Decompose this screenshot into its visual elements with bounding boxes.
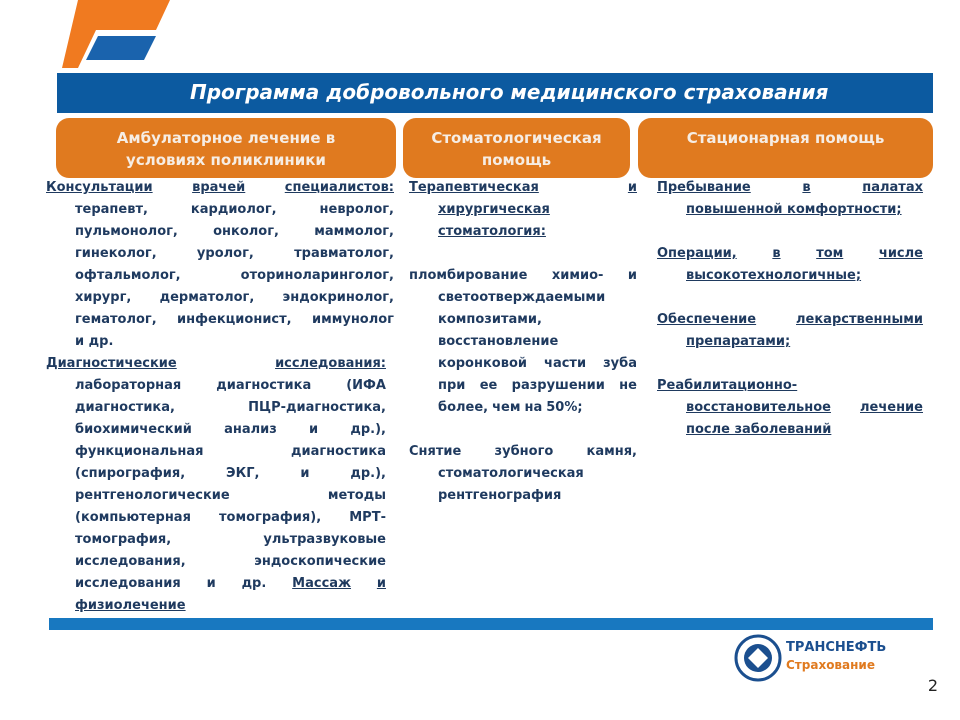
outpatient-services-list: [46, 177, 394, 617]
brand-name: ТРАНСНЕФТЬ: [786, 640, 887, 655]
dental-fillings: пломбирование химио- и: [409, 268, 637, 283]
section-heading-diagnostics: Диагностические исследования:: [46, 356, 386, 371]
dental-heading: Терапевтическая и: [409, 180, 637, 195]
transneft-emblem-icon: [734, 632, 782, 684]
page-number: 2: [927, 676, 938, 695]
bottom-bar: [49, 618, 933, 630]
pill-label-line2: условиях поликлиники: [126, 151, 326, 169]
brand-subtitle: Страхование: [786, 658, 875, 672]
page-title: Программа добровольного медицинского страхования: [190, 80, 829, 104]
category-pill-outpatient: [56, 118, 396, 178]
pill-label-line1: Стационарная помощь: [686, 129, 885, 147]
consultations-body: терапевт, кардиолог, невролог, пульмонолог, онколог, маммолог, гинеколог, уролог, травматолог, офтальмолог, оториноларинголог, хирург, дерматолог, эндокринолог, гематолог, инфекционист, иммунолог и др.: [75, 202, 394, 349]
dental-scaling: Снятие зубного камня,: [409, 444, 637, 459]
pill-label-line1: Стоматологическая: [431, 129, 602, 147]
pill-label-line1: Амбулаторное лечение в: [116, 129, 336, 147]
diagnostics-body: лабораторная диагностика (ИФА диагностика, ПЦР-диагностика, биохимический анализ и др.), функциональная диагностика (спирография, ЭКГ, и др.), рентгенологические методы (компьютерная томография), МРТ- томография, ультразвуковые исследования, эндоскопические исследования и др. Массаж и физиолечение: [75, 378, 386, 613]
category-pill-inpatient: [638, 118, 933, 178]
dental-services-list: Терапевтическая и хирургическая стоматология: пломбирование химио- и светоотверждаемыми композитами, восстановление коронковой части зуба при ее разрушении не более, чем на 50%; Снятие зубного камня, стоматологическая рентгенография: [409, 177, 637, 507]
inpatient-services-list: Пребывание в палатах повышенной комфортности; Операции, в том числе высокотехнологичные; Обеспечение лекарственными препаратами; Реабилитационно- восстановительное лечение после заболеваний: [657, 180, 923, 437]
brand-logo-mark: [58, 0, 178, 72]
section-heading-consultations: Консультации врачей специалистов:: [46, 180, 394, 195]
category-pill-dental: [403, 118, 630, 178]
pill-label-line2: помощь: [481, 151, 552, 169]
